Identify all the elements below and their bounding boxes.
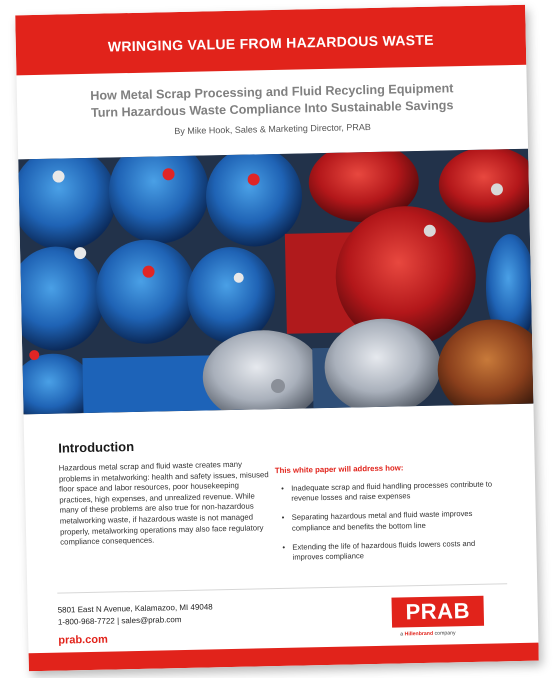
intro-body: Hazardous metal scrap and fluid waste creates many problems in metalworking: health and safety issues, misused floor space and labor resources, poor housekeeping practices, high expenses, and unrealized revenue. While many of these problems are also true for non-hazardous metalworking waste, if hazardous waste is not managed properly, metalworking operations may also face regulatory compliance consequences. — [58, 459, 269, 547]
divider — [57, 583, 507, 593]
list-item: • Separating hazardous metal and fluid waste improves compliance and benefits the bottom line — [281, 509, 473, 533]
byline: By Mike Hook, Sales & Marketing Director, PRAB — [174, 121, 371, 137]
white-paper-page — [15, 5, 539, 672]
title-banner: WRINGING VALUE FROM HAZARDOUS WASTE — [15, 5, 526, 76]
street-address: 5801 East N Avenue, Kalamazoo, MI 49048 — [57, 602, 213, 615]
subtitle-line-1: How Metal Scrap Processing and Fluid Recycling Equipment — [90, 81, 454, 103]
footer-bar — [29, 643, 539, 672]
intro-heading: Introduction — [58, 439, 135, 456]
prab-logo: PRAB — [391, 596, 484, 628]
subtitle — [17, 79, 528, 124]
list-item: • Inadequate scrap and fluid handling processes contribute to revenue losses and raise expenses — [281, 479, 493, 503]
parent-company-tagline: a Hillenbrand company — [400, 630, 456, 638]
website-link[interactable]: prab.com — [58, 633, 108, 647]
contact-info — [58, 601, 214, 628]
hero-image-drums — [18, 149, 533, 415]
subtitle-line-2: Turn Hazardous Waste Compliance Into Sustainable Savings — [90, 98, 454, 120]
address-points — [279, 479, 505, 572]
list-item: • Extending the life of hazardous fluids lowers costs and improves compliance — [282, 538, 476, 562]
bullet-icon: • — [281, 513, 285, 523]
phone-email: 1-800-968-7722 | sales@prab.com — [57, 615, 182, 627]
bullet-icon: • — [281, 483, 284, 493]
address-heading: This white paper will address how: — [274, 463, 404, 476]
bullet-icon: • — [282, 542, 286, 552]
